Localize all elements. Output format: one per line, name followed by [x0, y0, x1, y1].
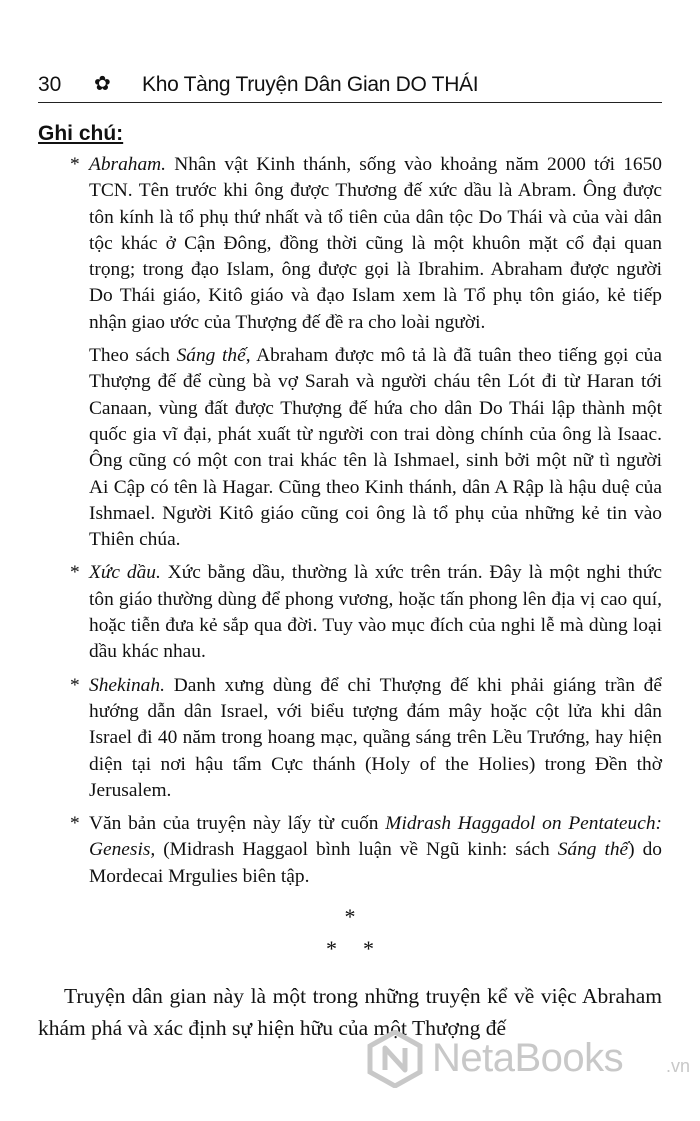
asterisk: *	[363, 936, 374, 961]
note-term: Xức dầu.	[89, 562, 161, 584]
note-bullet: *	[70, 813, 80, 835]
section-separator-top	[0, 904, 700, 930]
note-text: , Abraham được mô tả là đã tuân theo tiếng gọi của Thượng đế để cùng bà vợ Sarah và người cháu tên Lót đi từ Haran tới Canaan, vùng đất được Thượng đế hứa cho dân Do Thái lập thành một quốc gia vĩ đại, phát xuất từ người con trai dòng chính của ông là Isaac. Ông cũng có một con trai khác tên là Ishmael, sinh bởi một nữ tì người Ai Cập có tên là Hagar. Cũng theo Kinh thánh, dân A Rập là hậu duệ của Ishmael. Người Kitô giáo cũng coi ông là tổ phụ của những kẻ tin vào Thiên chúa.	[89, 345, 662, 551]
body-paragraph: Truyện dân gian này là một trong những truyện kể về việc Abraham khám phá và xác định sự hiện hữu của một Thượng đế	[38, 984, 662, 1040]
note-paragraph	[89, 560, 662, 665]
note-term: Shekinah.	[89, 674, 165, 696]
note-xuc-dau	[38, 560, 662, 665]
note-term: Abraham.	[89, 154, 167, 175]
note-text: Văn bản của truyện này lấy từ cuốn	[89, 813, 386, 835]
running-header	[38, 70, 662, 103]
asterisk: *	[344, 904, 356, 929]
note-text: Nhân vật Kinh thánh, sống vào khoảng năm 2000 tới 1650 TCN. Tên trước khi ông được Thương đế xức dầu là Abram. Ông được tôn kính là tổ phụ thứ nhất và tổ tiên của dân tộc Do Thái và của vài dân tộc khác ở Cận Đông, đồng thời cũng là một khuôn mặt cổ đại quan trọng; trong đạo Islam, ông được gọi là Ibrahim. Abraham được người Do Thái giáo, Kitô giáo và đạo Islam xem là Tổ phụ tôn giáo, kẻ tiếp nhận giao ước của Thượng đế đề ra cho loài người.	[89, 154, 662, 333]
book-title: Kho Tàng Truyện Dân Gian DO THÁI	[142, 73, 479, 96]
note-shekinah	[38, 673, 662, 804]
note-bullet: *	[70, 154, 80, 175]
note-text: Danh xưng dùng để chỉ Thượng đế khi phải giáng trần để hướng dẫn dân Israel, với biểu tượng đám mây hoặc cột lửa khi dân Israel đi 40 năm trong hoang mạc, quầng sáng trên Lều Trướng, hay hiện diện tại nơi hậu tẩm Cực thánh (Holy of the Holies) trong Đền thờ Jerusalem.	[89, 674, 662, 801]
note-paragraph	[89, 811, 662, 890]
note-source	[38, 811, 662, 890]
book-reference: Sáng thế	[176, 345, 246, 367]
note-text: (Midrash Haggaol bình luận về Ngũ kinh: sách	[155, 839, 558, 861]
note-paragraph	[89, 343, 662, 553]
note-paragraph	[89, 673, 662, 804]
note-abraham	[38, 152, 662, 553]
watermark	[366, 1024, 696, 1104]
note-bullet: *	[70, 562, 80, 584]
notes-heading: Ghi chú:	[38, 122, 124, 145]
book-reference: Midrash Haggadol on Pentateuch: Genesis,	[89, 813, 662, 861]
flower-icon: ✿	[94, 73, 111, 95]
asterisk: *	[326, 936, 337, 961]
watermark-suffix: .vn	[666, 1056, 691, 1076]
section-separator-bottom	[0, 936, 700, 962]
watermark-brand: NetaBooks	[432, 1036, 624, 1080]
page-number: 30	[38, 73, 62, 96]
notes-list	[38, 152, 662, 897]
note-text: ) do Mordecai Mrgulies biên tập.	[89, 839, 662, 887]
note-bullet: *	[70, 674, 80, 696]
note-text: Xức bằng dầu, thường là xức trên trán. Đây là một nghi thức tôn giáo thường dùng để phong vương, hoặc tấn phong lên địa vị cao quí, hoặc tiễn đưa kẻ sắp qua đời. Tuy vào mục đích của nghi lễ mà dùng loại dầu khác nhau.	[89, 562, 662, 663]
netabooks-logo-icon	[366, 1030, 424, 1088]
note-paragraph	[89, 152, 662, 336]
book-reference: Sáng thế	[557, 839, 629, 861]
note-text: Theo sách	[89, 345, 177, 367]
